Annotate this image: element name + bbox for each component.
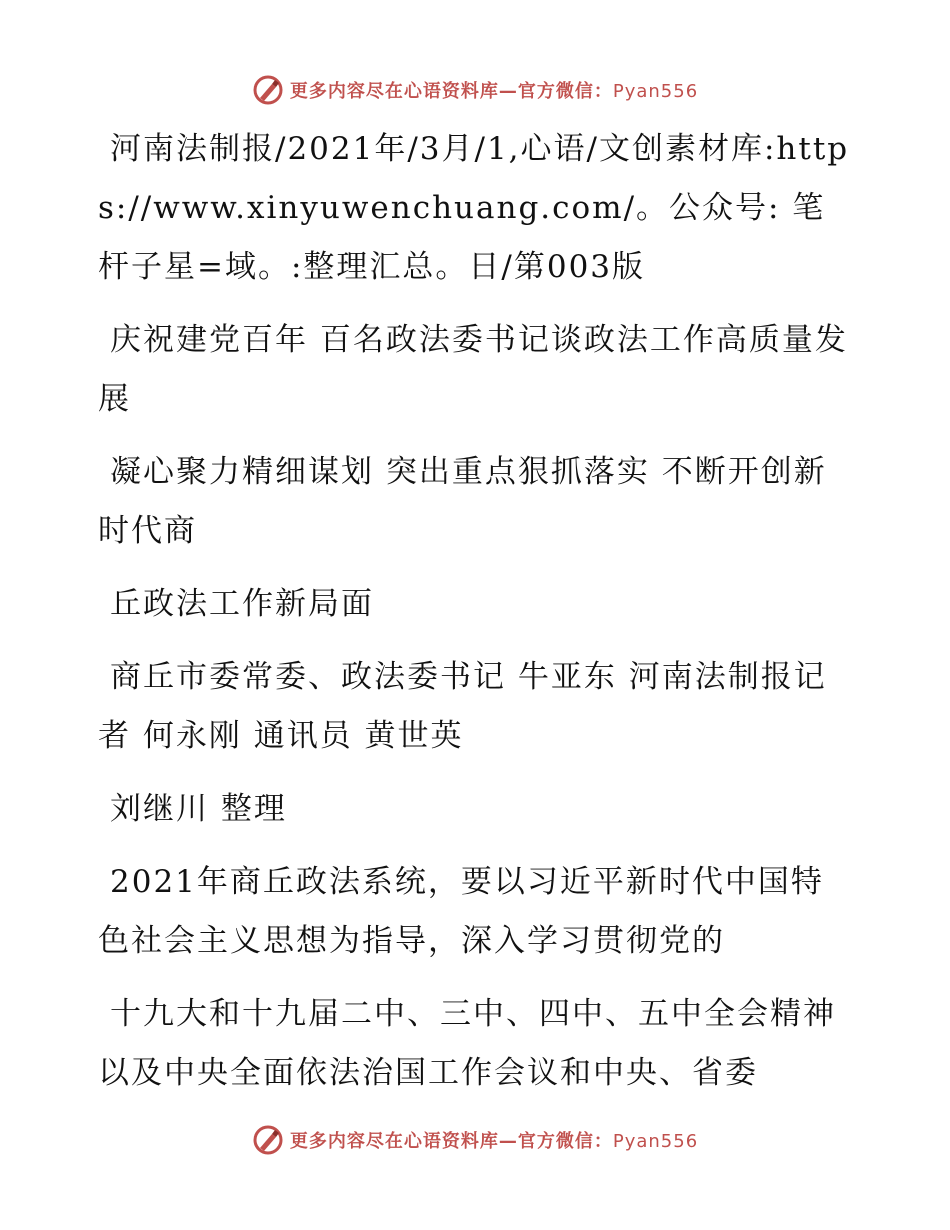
watermark-text: 更多内容尽在心语资料库—官方微信：Pyan556 (289, 81, 699, 102)
paragraph-headline: 庆祝建党百年 百名政法委书记谈政法工作高质量发展 (98, 322, 848, 417)
paragraph-byline: 商丘市委常委、政法委书记 牛亚东 河南法制报记者 何永刚 通讯员 黄世英 (98, 659, 827, 754)
paragraph-body-1: 2021年商丘政法系统，要以习近平新时代中国特色社会主义思想为指导，深入学习贯彻党的 (98, 864, 824, 959)
paragraph-title-1: 凝心聚力精细谋划 突出重点狠抓落实 不断开创新时代商 (98, 454, 827, 549)
document-body (98, 120, 850, 1117)
paragraph-source: 河南法制报/2021年/3月/1,心语/文创素材库:https://www.xinyuwenchuang.com/。公众号: 笔杆子星=域。:整理汇总。日/第003版 (98, 131, 850, 285)
paragraph-body-2: 十九大和十九届二中、三中、四中、五中全会精神以及中央全面依法治国工作会议和中央、省委 (98, 996, 836, 1091)
watermark-footer (0, 1122, 950, 1158)
pen-logo-icon (252, 74, 284, 106)
paragraph-editor: 刘继川 整理 (110, 791, 287, 827)
watermark-text: 更多内容尽在心语资料库—官方微信：Pyan556 (289, 1131, 699, 1152)
paragraph-title-2: 丘政法工作新局面 (110, 586, 374, 622)
pen-logo-icon (252, 1124, 284, 1156)
watermark-header (0, 72, 950, 108)
